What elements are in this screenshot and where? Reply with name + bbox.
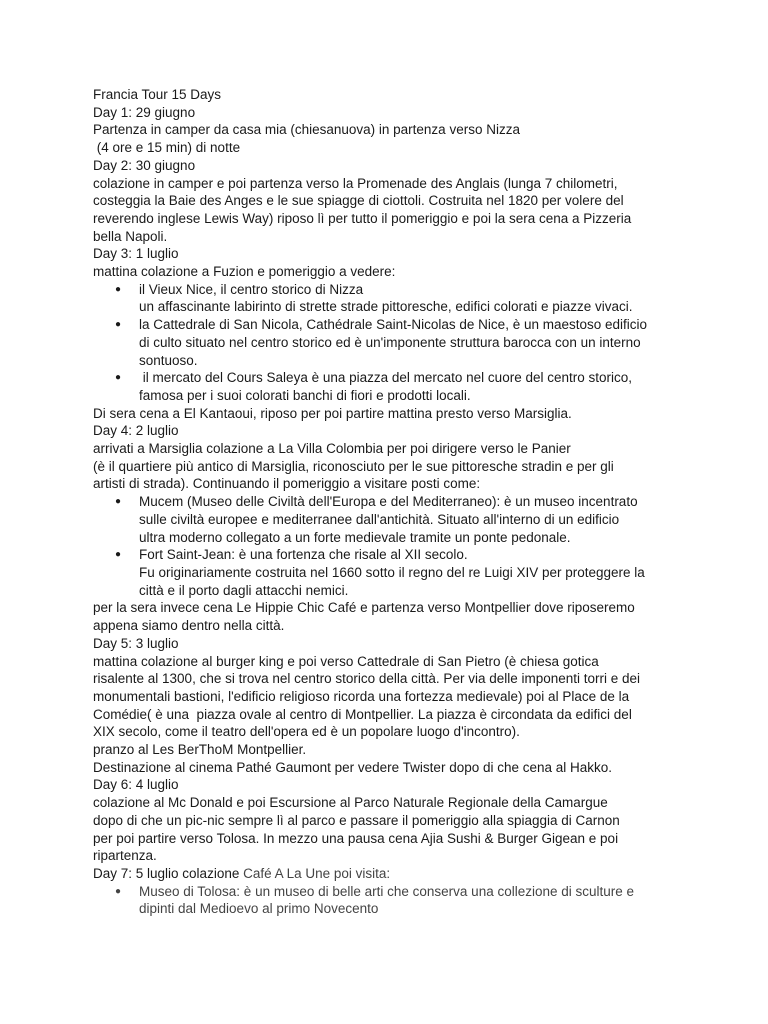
day5-line: mattina colazione al burger king e poi verso Cattedrale di San Pietro (è chiesa gotica [93, 653, 599, 669]
bullet-icon: ● [115, 496, 122, 508]
day5-heading: Day 5: 3 luglio [93, 635, 179, 651]
day4-line: artisti di strada). Continuando il pomeriggio a visitare posti come: [93, 476, 481, 492]
day6-line: ripartenza. [93, 848, 157, 864]
day1-line: Partenza in camper da casa mia (chiesanuova) in partenza verso Nizza [93, 122, 520, 138]
list-item: ● Fort Saint-Jean: è una fortenza che risale al XII secolo. Fu originariamente costruita nel 1660 sotto il regno del re Luigi XIV per proteggere la città e il porto dagli attacchi nemici. [115, 547, 645, 598]
day4-line: (è il quartiere più antico di Marsiglia, riconosciuto per le sue pittoresche stradin e per gli [93, 458, 614, 474]
day4-list [93, 493, 683, 599]
doc-title: Francia Tour 15 Days [93, 87, 222, 102]
list-item: ● il Vieux Nice, il centro storico di Nizza un affascinante labirinto di strette strade pittoresche, edifici colorati e piazze vivaci. [115, 281, 633, 315]
day5-line: Destinazione al cinema Pathé Gaumont per vedere Twister dopo di che cena al Hakko. [93, 759, 613, 775]
list-item: ● Museo di Tolosa: è un museo di belle arti che conserva una collezione di sculture e dipinti dal Medioevo al primo Novecento [115, 883, 635, 917]
list-item: ● Mucem (Museo delle Civiltà dell'Europa e del Mediterraneo): è un museo incentrato sulle civiltà europee e mediterranee dall'antichità. Situato all'interno di un edificio ultra moderno collegato a un forte medievale tramite un ponte pedonale. [115, 494, 638, 545]
day3-outro: Di sera cena a El Kantaoui, riposo per poi partire mattina presto verso Marsiglia. [93, 405, 572, 421]
day5-line: monumentali bastioni, l'edificio religioso ricorda una fortezza medievale) poi al Place de la [93, 688, 630, 704]
day7-heading: Day 7: 5 luglio colazione Café A La Une poi visita: [93, 865, 391, 881]
day2-line: bella Napoli. [93, 228, 168, 244]
day2-line: reverendo inglese Lewis Way) riposo lì per tutto il pomeriggio e poi la sera cena a Pizzeria [93, 210, 632, 226]
day3-heading: Day 3: 1 luglio [93, 246, 179, 262]
day3-list [93, 281, 683, 405]
day5-line: XIX secolo, come il teatro dell'opera ed è un popolare luogo d'incontro). [93, 724, 520, 740]
bullet-icon: ● [115, 885, 122, 897]
day3-intro: mattina colazione a Fuzion e pomeriggio a vedere: [93, 264, 396, 280]
day6-line: per poi partire verso Tolosa. In mezzo una pausa cena Ajia Sushi & Burger Gigean e poi [93, 830, 619, 846]
day4-line: arrivati a Marsiglia colazione a La Villa Colombia per poi dirigere verso le Panier [93, 441, 571, 457]
day2-line: colazione in camper e poi partenza verso la Promenade des Anglais (lunga 7 chilometri, [93, 175, 618, 191]
day6-heading: Day 6: 4 luglio [93, 777, 179, 793]
bullet-icon: ● [115, 372, 122, 384]
day4-heading: Day 4: 2 luglio [93, 423, 179, 439]
list-item: ● la Cattedrale di San Nicola, Cathédrale Saint-Nicolas de Nice, è un maestoso edificio di culto situato nel centro storico ed è un'imponente struttura barocca con un interno sontuoso. [115, 317, 648, 368]
day4-outro: per la sera invece cena Le Hippie Chic Café e partenza verso Montpellier dove riposeremo [93, 600, 635, 616]
day7-list [93, 883, 683, 918]
day6-line: colazione al Mc Donald e poi Escursione al Parco Naturale Regionale della Camargue [93, 795, 608, 811]
day5-line: risalente al 1300, che si trova nel centro storico della città. Per via delle imponenti torri e dei [93, 671, 641, 687]
day5-line: Comédie( è una piazza ovale al centro di Montpellier. La piazza è circondata da edifici del [93, 706, 632, 722]
day2-heading: Day 2: 30 giugno [93, 157, 196, 173]
day6-line: dopo di che un pic-nic sempre lì al parco e passare il pomeriggio alla spiaggia di Carnon [93, 812, 620, 828]
bullet-icon: ● [115, 319, 122, 331]
bullet-icon: ● [115, 549, 122, 561]
bullet-icon: ● [115, 283, 122, 295]
day5-line: pranzo al Les BerThoM Montpellier. [93, 742, 307, 758]
day4-outro: appena siamo dentro nella città. [93, 618, 285, 634]
day1-heading: Day 1: 29 giugno [93, 104, 196, 120]
day2-line: costeggia la Baie des Anges e le sue spiagge di ciottoli. Costruita nel 1820 per volere del [93, 193, 624, 209]
day1-line: (4 ore e 15 min) di notte [93, 140, 241, 156]
list-item: ● il mercato del Cours Saleya è una piazza del mercato nel cuore del centro storico, famosa per i suoi colorati banchi di fiori e prodotti locali. [115, 370, 633, 403]
document-body [93, 86, 683, 918]
